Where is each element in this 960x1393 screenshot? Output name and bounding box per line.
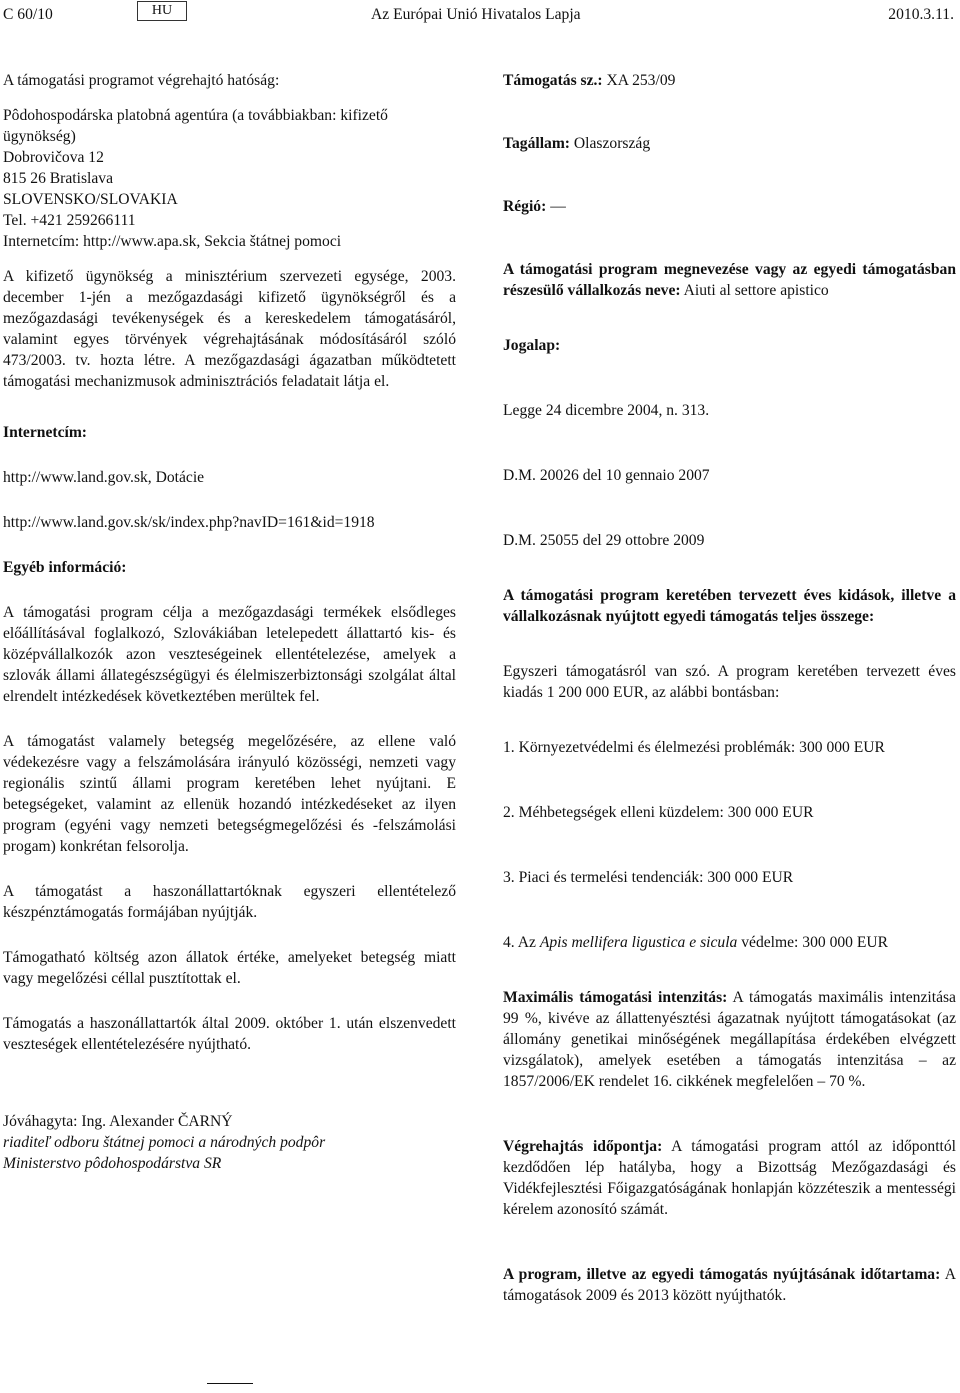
website-link-1[interactable]: http://www.land.gov.sk, Dotácie [3, 469, 205, 486]
scheme-title [503, 259, 956, 301]
implementation-text: A támogatási program attól az időponttól kezdődően lép hatályba, hogy a Bizottság Mezőgazdasági és Vidékfejlesztési Főigazgatóságának honlapján közzéteszik a mentességi kérelem azonosító számát. [503, 1138, 956, 1218]
page-header [3, 1, 954, 25]
authority-line: 815 26 Bratislava [3, 170, 114, 187]
legal-basis-item: D.M. 20026 del 10 gennaio 2007 [503, 467, 710, 484]
aid-number [503, 70, 956, 91]
language-badge: HU [137, 1, 187, 21]
journal-title: Az Európai Unió Hivatalos Lapja [371, 6, 581, 23]
legal-basis-item: Legge 24 dicembre 2004, n. 313. [503, 402, 710, 419]
signer-position: riaditeľ odboru štátnej pomoci a národných podpôr [3, 1134, 326, 1151]
website-link-2[interactable]: http://www.land.gov.sk/sk/index.php?navID=161&id=1918 [3, 514, 375, 531]
aid-intensity-label: Maximális támogatási intenzitás: [503, 989, 728, 1006]
budget-item: 1. Környezetvédelmi és élelmezési problémák: 300 000 EUR [503, 739, 885, 756]
page-number: C 60/10 [3, 6, 53, 23]
signature-block [3, 1111, 456, 1174]
scheme-value: Aiuti al settore apistico [683, 282, 829, 299]
signer-ministry: Ministerstvo pôdohospodárstva SR [3, 1155, 222, 1172]
authority-line: Internetcím: http://www.apa.sk, Sekcia štátnej pomoci [3, 233, 342, 250]
member-state [503, 133, 956, 154]
authority-line: Tel. +421 259266111 [3, 212, 136, 229]
authority-line: Pôdohospodárska platobná agentúra (a továbbiakban: kifizető ügynökség) [3, 107, 388, 145]
authority-line: Dobrovičova 12 [3, 149, 104, 166]
other-info-paragraph: Támogatható költség azon állatok értéke, amelyeket betegség miatt vagy megelőzési céllal pusztítottak el. [3, 949, 456, 987]
budget-item: 3. Piaci és termelési tendenciák: 300 000 EUR [503, 869, 794, 886]
aid-intensity-text: A támogatás maximális intenzitása 99 %, kivéve az állattenyésztési ágazatnak nyújtott támogatásokat (az állomány genetikai minőségének megállapítása érdekében elvégzett vizsgálatok), amelyek esetében a támogatás intenzitása – az 1857/2006/EK rendelet 16. cikkének megfelelően – 70 %. [503, 989, 956, 1090]
left-column [3, 70, 456, 1174]
aid-number-value: XA 253/09 [606, 72, 676, 89]
implementation-date [503, 1136, 956, 1220]
budget-item [503, 932, 956, 953]
authority-address [3, 105, 456, 252]
region [503, 196, 956, 217]
implementation-label: Végrehajtás időpontja: [503, 1138, 663, 1155]
member-state-label: Tagállam: [503, 135, 571, 152]
budget-item-suffix: védelme: 300 000 EUR [737, 934, 889, 951]
scheme-duration [503, 1264, 956, 1306]
authority-heading: A támogatási programot végrehajtó hatóság: [3, 72, 280, 89]
region-label: Régió: [503, 198, 547, 215]
expenditure-text: Egyszeri támogatásról van szó. A program keretében tervezett éves kiadás 1 200 000 EUR, az alábbi bontásban: [503, 663, 956, 701]
aid-number-label: Támogatás sz.: [503, 72, 603, 89]
authority-line: SLOVENSKO/SLOVAKIA [3, 191, 178, 208]
legal-basis-item: D.M. 25055 del 29 ottobre 2009 [503, 532, 705, 549]
scheme-label: A támogatási program megnevezése vagy az egyedi támogatásban részesülő vállalkozás neve: [503, 261, 956, 299]
budget-item: 2. Méhbetegségek elleni küzdelem: 300 000 EUR [503, 804, 814, 821]
duration-label: A program, illetve az egyedi támogatás nyújtásának időtartama: [503, 1266, 941, 1283]
species-name: Apis mellifera ligustica e sicula [539, 934, 738, 951]
footer-divider [207, 1383, 253, 1384]
aid-intensity [503, 987, 956, 1092]
right-column [503, 70, 956, 1306]
publication-date: 2010.3.11. [888, 6, 954, 23]
internet-heading: Internetcím: [3, 424, 87, 441]
legal-basis-label: Jogalap: [503, 337, 561, 354]
other-info-paragraph: A támogatást a haszonállattartóknak egyszeri ellentételező készpénztámogatás formájában nyújtják. [3, 883, 456, 921]
agency-description: A kifizető ügynökség a minisztérium szervezeti egysége, 2003. december 1-jén a mezőgazdasági kifizető ügynökségről és a mezőgazdasági tevékenységek és a kereskedelem támogatásáról, valamint egyes törvények végrehajtásának módosításáról szóló 473/2003. tv. hozta létre. A mezőgazdasági ágazatban működtetett támogatási mechanizmusok adminisztrációs feladatait látja el. [3, 268, 456, 390]
duration-text: A támogatások 2009 és 2013 között nyújthatók. [503, 1266, 956, 1304]
other-info-heading: Egyéb információ: [3, 559, 127, 576]
expenditure-label: A támogatási program keretében tervezett éves kidások, illetve a vállalkozásnak nyújtott egyedi támogatás teljes összege: [503, 587, 956, 625]
member-state-value: Olaszország [573, 135, 651, 152]
other-info-paragraph: A támogatási program célja a mezőgazdasági termékek elsődleges előállításával foglalkozó, Szlovákiában letelepedett állattartó kis- és középvállalkozók azon veszteségeinek ellentételezése, amelyek a szlovák állami állategészségügyi és élelmiszerbiztonsági szolgálat által elrendelt intézkedések következtében merültek fel. [3, 604, 456, 705]
other-info-paragraph: A támogatást valamely betegség megelőzésére, az ellene való védekezésre vagy a felszámolására irányuló közösségi, nemzeti vagy regionális szintű állami program keretében lehet nyújtani. E betegségeket, valamint az ellenük hozandó intézkedéseket az ilyen program (egyéni vagy nemzeti betegségmegelőzési és -felszámolási progam) konkrétan felsorolja. [3, 733, 456, 855]
budget-item-prefix: 4. Az [503, 934, 540, 951]
region-value: — [550, 198, 566, 215]
approved-by: Jóváhagyta: Ing. Alexander ČARNÝ [3, 1113, 233, 1130]
other-info-paragraph: Támogatás a haszonállattartók által 2009. október 1. után elszenvedett veszteségek ellentételezésére nyújtható. [3, 1015, 456, 1053]
